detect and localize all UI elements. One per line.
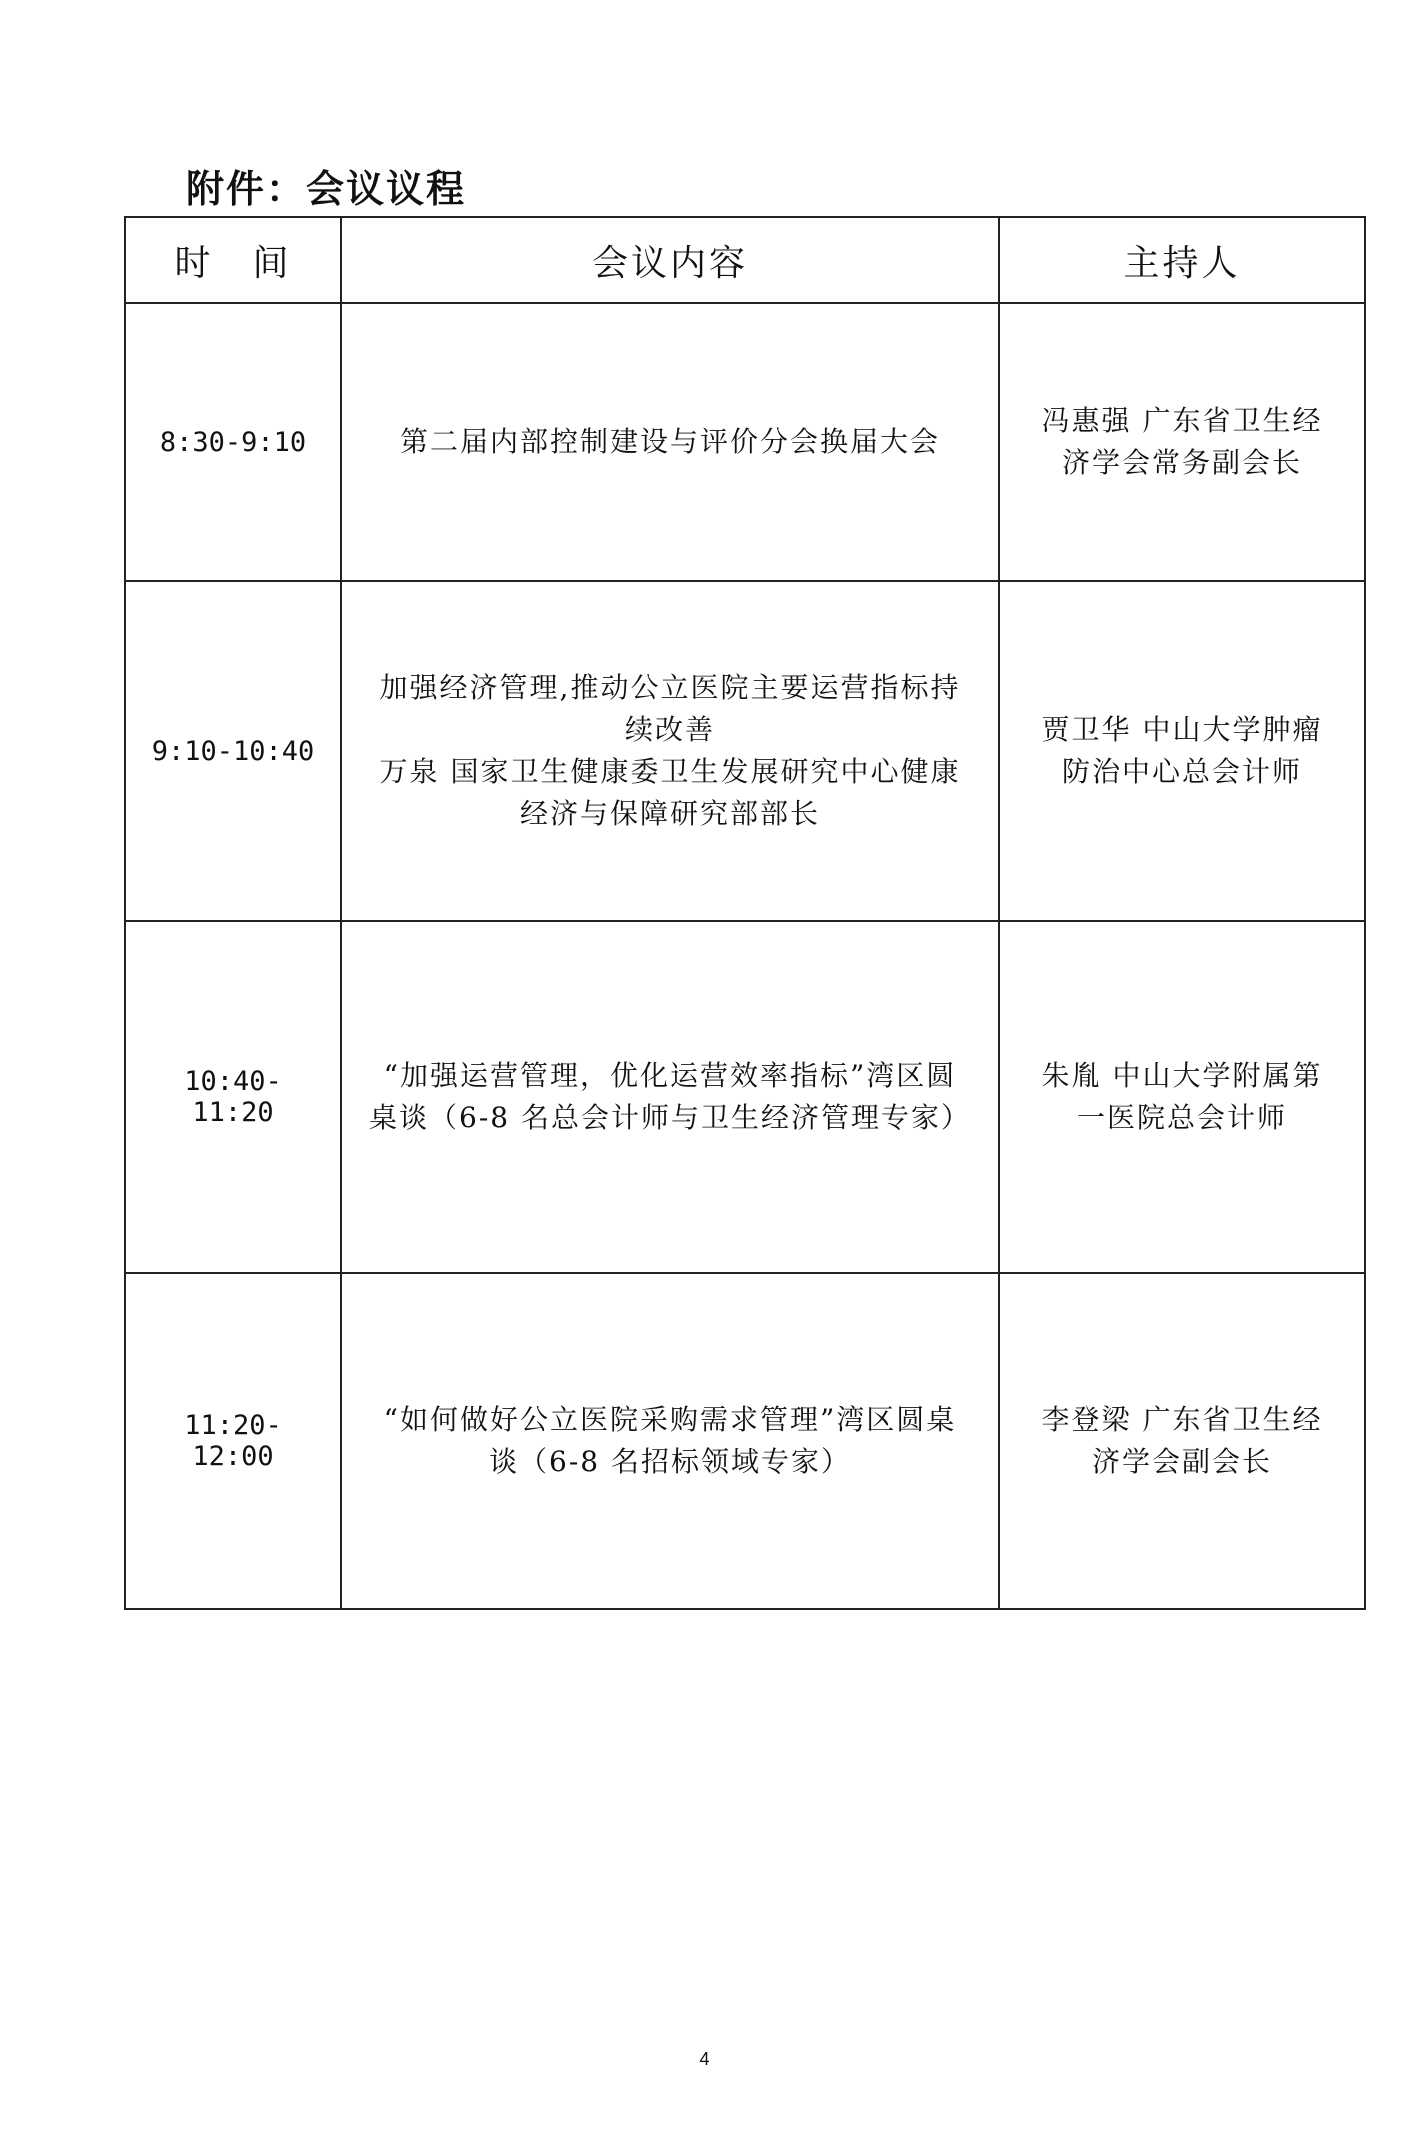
host-line: 冯惠强 广东省卫生经 <box>1041 404 1323 437</box>
time-cell: 11:20-12:00 <box>125 1273 341 1609</box>
host-line: 济学会副会长 <box>1091 1445 1272 1478</box>
content-cell <box>341 581 999 921</box>
host-cell <box>999 921 1365 1273</box>
host-cell <box>999 1273 1365 1609</box>
content-cell <box>341 921 999 1273</box>
content-cell <box>341 303 999 581</box>
header-host: 主持人 <box>999 217 1365 303</box>
host-line: 济学会常务副会长 <box>1061 446 1302 479</box>
table-row <box>125 581 1365 921</box>
agenda-table <box>124 216 1366 1610</box>
content-line: 万泉 国家卫生健康委卫生发展研究中心健康 <box>379 755 961 788</box>
table-row <box>125 921 1365 1273</box>
content-line: 加强经济管理,推动公立医院主要运营指标持 <box>379 671 961 704</box>
content-line: 续改善 <box>624 713 715 746</box>
time-cell: 10:40-11:20 <box>125 921 341 1273</box>
page-title: 附件：会议议程 <box>186 167 467 211</box>
content-line: 第二届内部控制建设与评价分会换届大会 <box>399 425 940 458</box>
host-line: 防治中心总会计师 <box>1061 755 1302 788</box>
host-line: 贾卫华 中山大学肿瘤 <box>1041 713 1323 746</box>
host-cell <box>999 303 1365 581</box>
header-content: 会议内容 <box>341 217 999 303</box>
content-line: “加强运营管理，优化运营效率指标”湾区圆 <box>383 1059 957 1092</box>
content-line: “如何做好公立医院采购需求管理”湾区圆桌 <box>383 1403 957 1436</box>
time-cell: 9:10-10:40 <box>125 581 341 921</box>
table-header-row <box>125 217 1365 303</box>
time-cell: 8:30-9:10 <box>125 303 341 581</box>
table-row <box>125 303 1365 581</box>
header-time: 时 间 <box>125 217 341 303</box>
content-line: 经济与保障研究部部长 <box>519 797 820 830</box>
host-line: 李登梁 广东省卫生经 <box>1041 1403 1323 1436</box>
host-line: 朱胤 中山大学附属第 <box>1041 1059 1323 1092</box>
content-line: 桌谈（6-8 名总会计师与卫生经济管理专家） <box>369 1101 971 1134</box>
content-cell <box>341 1273 999 1609</box>
host-cell <box>999 581 1365 921</box>
table-row <box>125 1273 1365 1609</box>
host-line: 一医院总会计师 <box>1076 1101 1287 1134</box>
page-number: 4 <box>699 2049 710 2069</box>
content-line: 谈（6-8 名招标领域专家） <box>489 1445 851 1478</box>
